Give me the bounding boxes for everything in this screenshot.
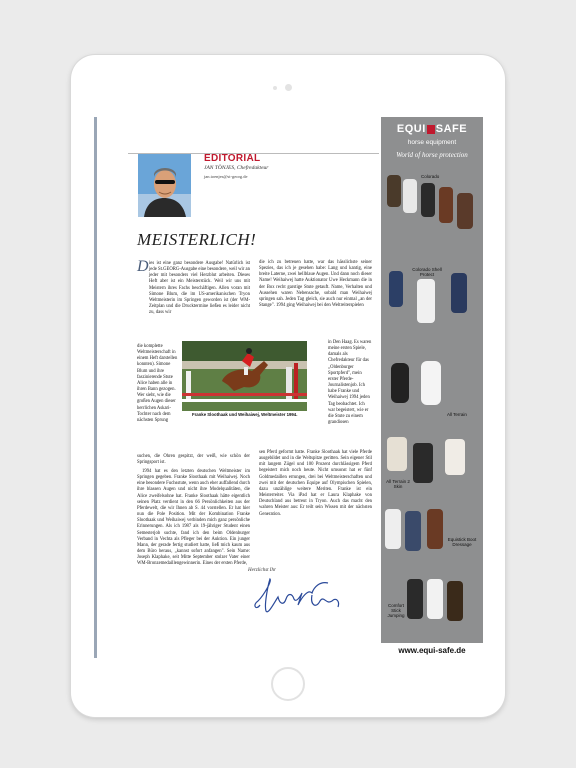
ad-brand: EQUI SAFE [396, 123, 468, 135]
col1-narrow-text: die komplette Weltmeisterschaft in einem Heft darstellen konnten). Simone Blum und ihre faszinierende Stute Alice haben alle in ihren Bann gezogen. Wer sieht, wie die großen Augen dieser herrlichen Askari-Tochter nach dem nächsten Sprung [137, 344, 178, 423]
col1-intro: ies ist eine ganz besondere Ausgabe! Natürlich ist jede St.GEORG-Ausgabe eine besondere, weil wir an jeder mit besonders viel Herzblut arbeiten. Dieses Heft aber ist ein Meisterstück. Weil wir uns mit Meistern ihres Fachs beschäftigen. Allen voran mit Simone Blum, die im US-amerikanischen Tryon Weltmeisterin im Springen geworden ist (der WM-Zeitplan und die Drucktermine ließen es leider nicht zu, dass wir [149, 261, 250, 316]
boots-illustration [381, 167, 483, 637]
col2-top-text: die ich zu betreuen hatte, war das hässlichste seiner Spezies, das ich je gesehen habe: Lang und kantig, eine breite Laterne, zwei hellblaue Augen. Und dann noch dieser Name! Weihaiwej hatte Auktionator Uwe Heckmann die in der Box recht garstige Stute getauft. Name, Verhalten und Aussehen waren Nebensache, sobald man Weihaiwej springen sah. Jeden Tag gleich, sie auch nur einmal „an der Stange". 1994 ging Weihaiwej bei den Weltreiterspielen [259, 260, 372, 309]
editorial-article [104, 117, 372, 658]
section-title: EDITORIAL [204, 153, 261, 164]
ad-url-link[interactable]: www.equi-safe.de [381, 643, 483, 658]
col2-bottom-text: sen Pferd geformt hatte. Franke Sloothaak hat viele Pferde ausgebildet und in die Weltspitze geritten. Sein eigener Stil mit langem Zügel und 100 Prozent durchlässigem Pferd begeistert mich noch heute. Nicht umsonst hat er fünf Goldmedaillen errungen, drei bei Weltmeisterschaften und zwei mit der deutschen Equipe auf Olympischen Spielen, dazu unzählige weitere Meriten. Franke ist ein Meisterreiter. Via iPad hat er Laura Klaphake von Deutschland aus betreut in Tryon. Auch das macht den wahren Meister aus: Er teilt sein Wissen mit der nächsten Generation. [259, 450, 372, 517]
author-portrait [138, 154, 191, 217]
ad-label-colorado: Colorado [421, 174, 440, 179]
ad-tagline: World of horse protection [396, 151, 468, 159]
ad-label-colorado-shell: Colorado Shell Protect [412, 267, 442, 277]
camera-dot-icon [273, 86, 277, 90]
jumping-photo [182, 341, 307, 411]
page-border [94, 117, 97, 658]
col1-para2: 1994 hat es den letzten deutschen Weltmeister im Springen gegeben. Franke Sloothaak mit Weihaiwej. Noch eine besondere Fuchsstute, wenn auch eher auffallend durch ihre blassen Augen und nicht ihre Modelqualitäten, die Alice zweifelsohne hat. Franke Sloothaak hätte eigentlich seinen Platz verdient in den 66 Persönlichkeiten aus der Pferdewelt, die wir Ihnen ab S. 44 vorstellen. Er hat hier nun die Pole Position. Mit der Kombination Franke Sloothaak und Weihaiwej verbinden mich ganz persönliche Erinnerungen. Als ich 1987 als 19-jähriger Student einen Semesterjob suchte, fand ich den beim Oldenburger Verband in Vechta als Pfleger bei der Auktion. Ein junger Mann, der gerade fertig studiert hatte, ließ mich kaum aus dem Büro heraus, „kannst sofort anfangen". Sein Name: Joseph Klaphake, seit Mitte September stolzer Vater einer WM-Bronzemedaillengewinnerin. Eines der ersten Pferde, [137, 469, 250, 567]
camera-icon [285, 84, 292, 91]
photo-caption: Franke Sloothaak und Weihaiwej, Weltmeister 1994. [192, 412, 298, 417]
home-button[interactable] [271, 667, 305, 701]
ad-label-equistick: Equistick Boot Dressage [447, 537, 477, 547]
author-email[interactable]: jan.toenjes@st-georg.de [204, 174, 248, 179]
headline: MEISTERLICH! [137, 230, 257, 249]
cross-logo-icon [427, 125, 435, 134]
col1-after-text: suchen, die Ohren gespitzt, der weiß, wie schön der Springsport ist. [137, 454, 250, 466]
equisafe-advert[interactable] [381, 117, 483, 658]
magazine-page [94, 117, 483, 658]
signoff: Herzlichst Ihr [248, 568, 276, 573]
col2-narrow-text: in Den Haag. Es waren meine ersten Spiele, damals als Chefredakteur für das „Oldenburger Sportpferd", mein erster Pferde-Journalistenjob. Ich habe Franke und Weihaiwej 1994 jeden Tag beobachtet. Ich war begeistert, wie er die Stute zu einem grandiosen [328, 340, 372, 426]
ad-label-all-terrain: All Terrain [447, 412, 467, 417]
ad-subtitle: horse equipment [407, 139, 457, 146]
author-line: JAN TÖNJES, Chefredakteur [204, 165, 269, 171]
signature-icon [250, 575, 350, 617]
ad-label-all-terrain-2skin: All Terrain 2 Skin [386, 479, 410, 489]
ad-label-comfort-stick: Comfort Stick Jumping [387, 603, 405, 618]
drop-cap: D [137, 258, 149, 275]
